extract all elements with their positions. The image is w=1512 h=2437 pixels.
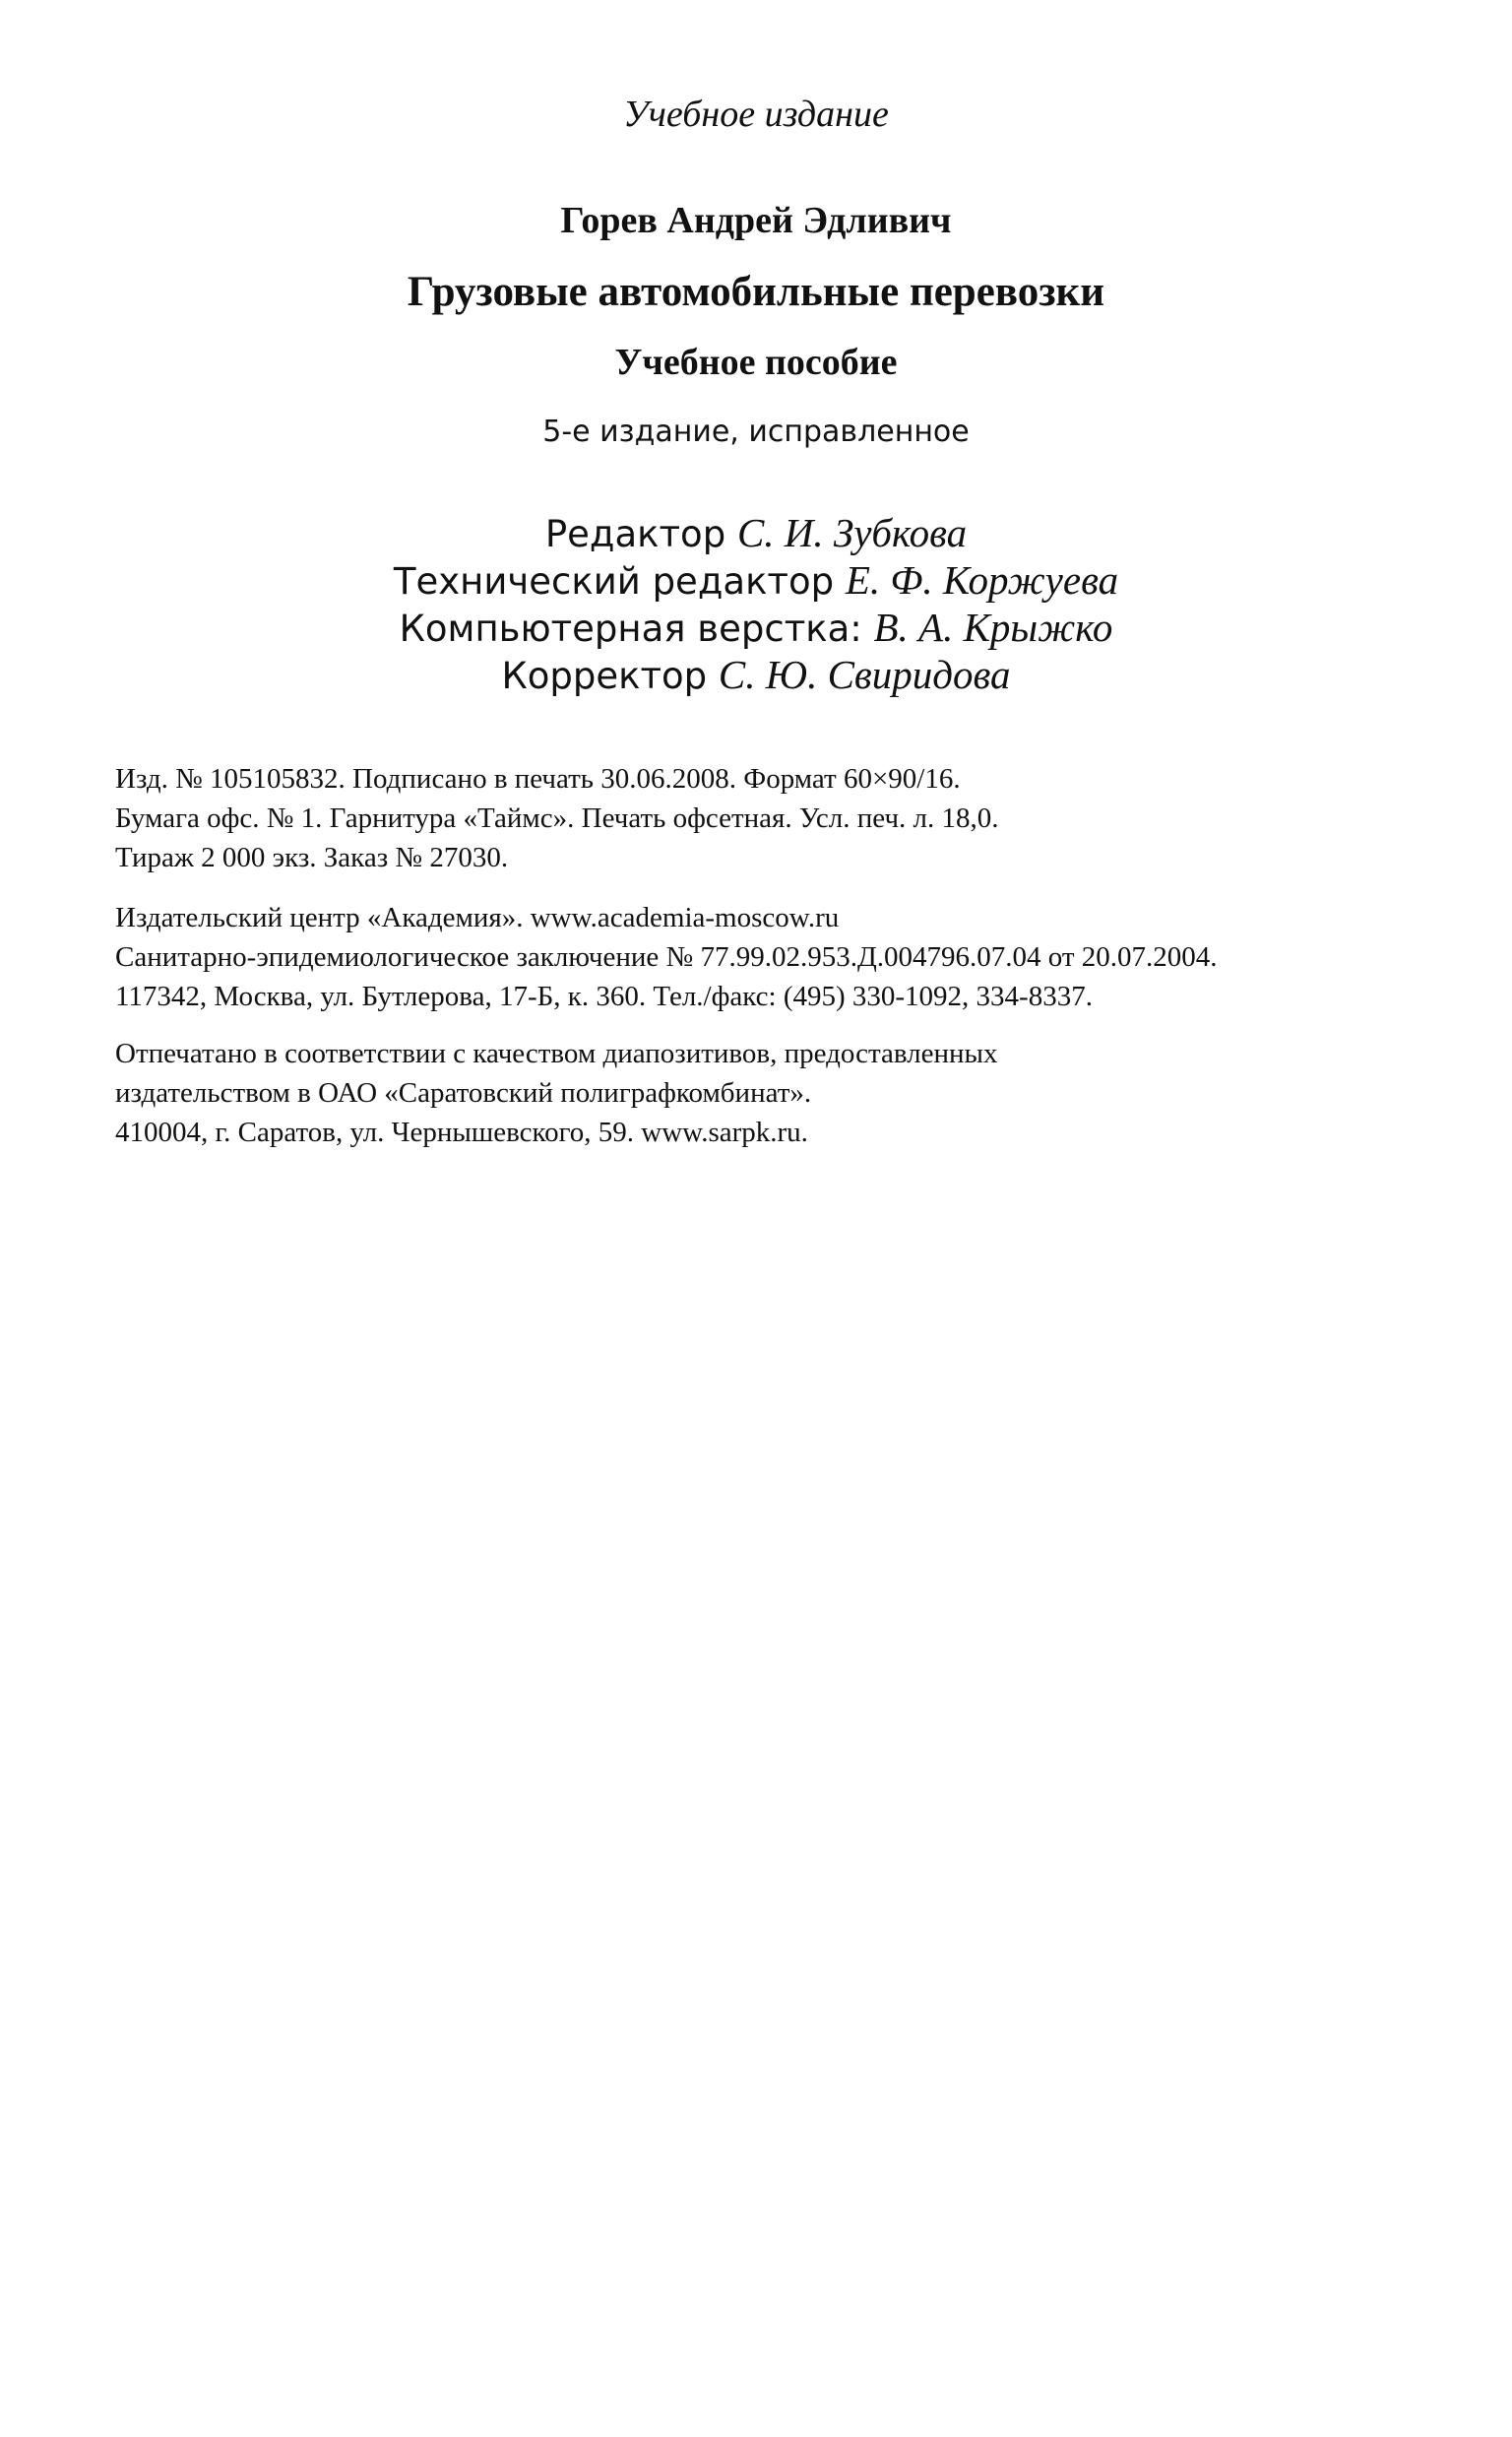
staff-name: С. Ю. Свиридова xyxy=(718,652,1011,697)
edition-type: Учебное издание xyxy=(623,94,889,135)
staff-role: Корректор xyxy=(501,655,708,697)
staff-technical-editor xyxy=(0,557,1512,605)
staff-layout xyxy=(0,605,1512,652)
print-info-block xyxy=(115,759,1454,877)
edition-info: 5-е издание, исправленное xyxy=(542,415,970,449)
printer-line: 410004, г. Саратов, ул. Чернышевского, 59. www.sarpk.ru. xyxy=(115,1117,808,1148)
printer-line: издательством в ОАО «Саратовский полиграфкомбинат». xyxy=(115,1077,812,1109)
staff-credits xyxy=(0,510,1512,699)
author-name: Горев Андрей Эдливич xyxy=(560,200,952,241)
printer-line: Отпечатано в соответствии с качеством диапозитивов, предоставленных xyxy=(115,1038,998,1069)
staff-editor xyxy=(0,510,1512,557)
staff-name: С. И. Зубкова xyxy=(736,510,968,555)
print-info-line: Изд. № 105105832. Подписано в печать 30.06.2008. Формат 60×90/16. xyxy=(115,763,961,795)
publisher-block xyxy=(115,898,1454,1016)
staff-name: Е. Ф. Коржуева xyxy=(845,557,1119,603)
book-title: Грузовые автомобильные перевозки xyxy=(407,269,1105,315)
staff-role: Компьютерная верстка: xyxy=(399,608,862,650)
staff-role: Редактор xyxy=(544,513,726,555)
publisher-line: Санитарно-эпидемиологическое заключение № 77.99.02.953.Д.004796.07.04 от 20.07.2004. xyxy=(115,941,1218,973)
print-info-line: Бумага офс. № 1. Гарнитура «Таймс». Печать офсетная. Усл. печ. л. 18,0. xyxy=(115,802,999,834)
book-subtitle: Учебное пособие xyxy=(614,342,898,383)
staff-name: В. А. Крыжко xyxy=(873,605,1113,650)
publisher-line: Издательский центр «Академия». www.academia-moscow.ru xyxy=(115,902,840,933)
staff-proofreader xyxy=(0,652,1512,699)
printer-block xyxy=(115,1034,1454,1152)
publisher-line: 117342, Москва, ул. Бутлерова, 17-Б, к. 360. Тел./факс: (495) 330-1092, 334-8337. xyxy=(115,981,1093,1012)
staff-role: Технический редактор xyxy=(393,560,835,603)
print-info-line: Тираж 2 000 экз. Заказ № 27030. xyxy=(115,842,509,873)
